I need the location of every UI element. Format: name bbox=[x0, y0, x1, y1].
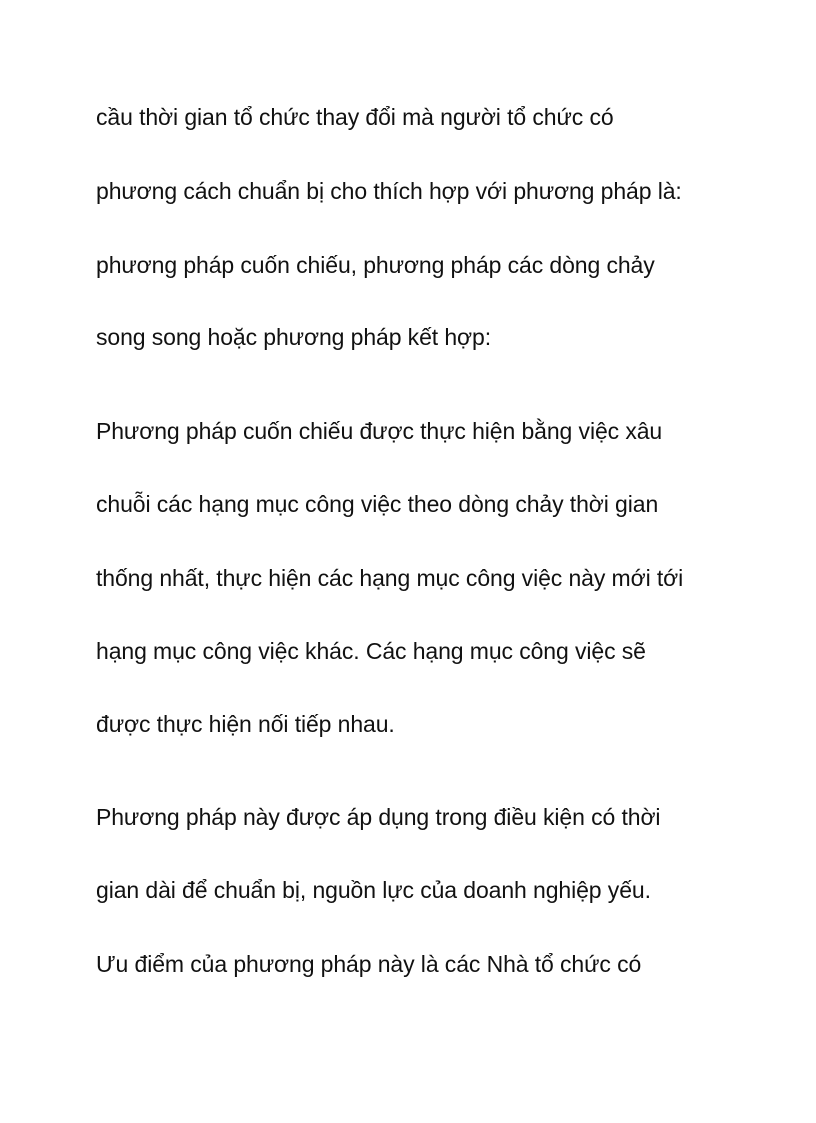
text-line: Ưu điểm của phương pháp này là các Nhà tổ chức có bbox=[96, 951, 642, 977]
text-line: song song hoặc phương pháp kết hợp: bbox=[96, 324, 492, 350]
text-line: phương cách chuẩn bị cho thích hợp với phương pháp là: bbox=[96, 178, 682, 204]
text-line: chuỗi các hạng mục công việc theo dòng chảy thời gian bbox=[96, 491, 659, 517]
text-line: được thực hiện nối tiếp nhau. bbox=[96, 711, 395, 737]
text-line: phương pháp cuốn chiếu, phương pháp các dòng chảy bbox=[96, 252, 655, 278]
text-line: gian dài để chuẩn bị, nguồn lực của doanh nghiệp yếu. bbox=[96, 877, 651, 903]
text-line: thống nhất, thực hiện các hạng mục công việc này mới tới bbox=[96, 565, 684, 591]
text-line: cầu thời gian tổ chức thay đổi mà người tổ chức có bbox=[96, 104, 614, 130]
text-line: Phương pháp này được áp dụng trong điều kiện có thời bbox=[96, 804, 661, 830]
text-line: hạng mục công việc khác. Các hạng mục công việc sẽ bbox=[96, 638, 646, 664]
text-line: Phương pháp cuốn chiếu được thực hiện bằng việc xâu bbox=[96, 418, 663, 444]
